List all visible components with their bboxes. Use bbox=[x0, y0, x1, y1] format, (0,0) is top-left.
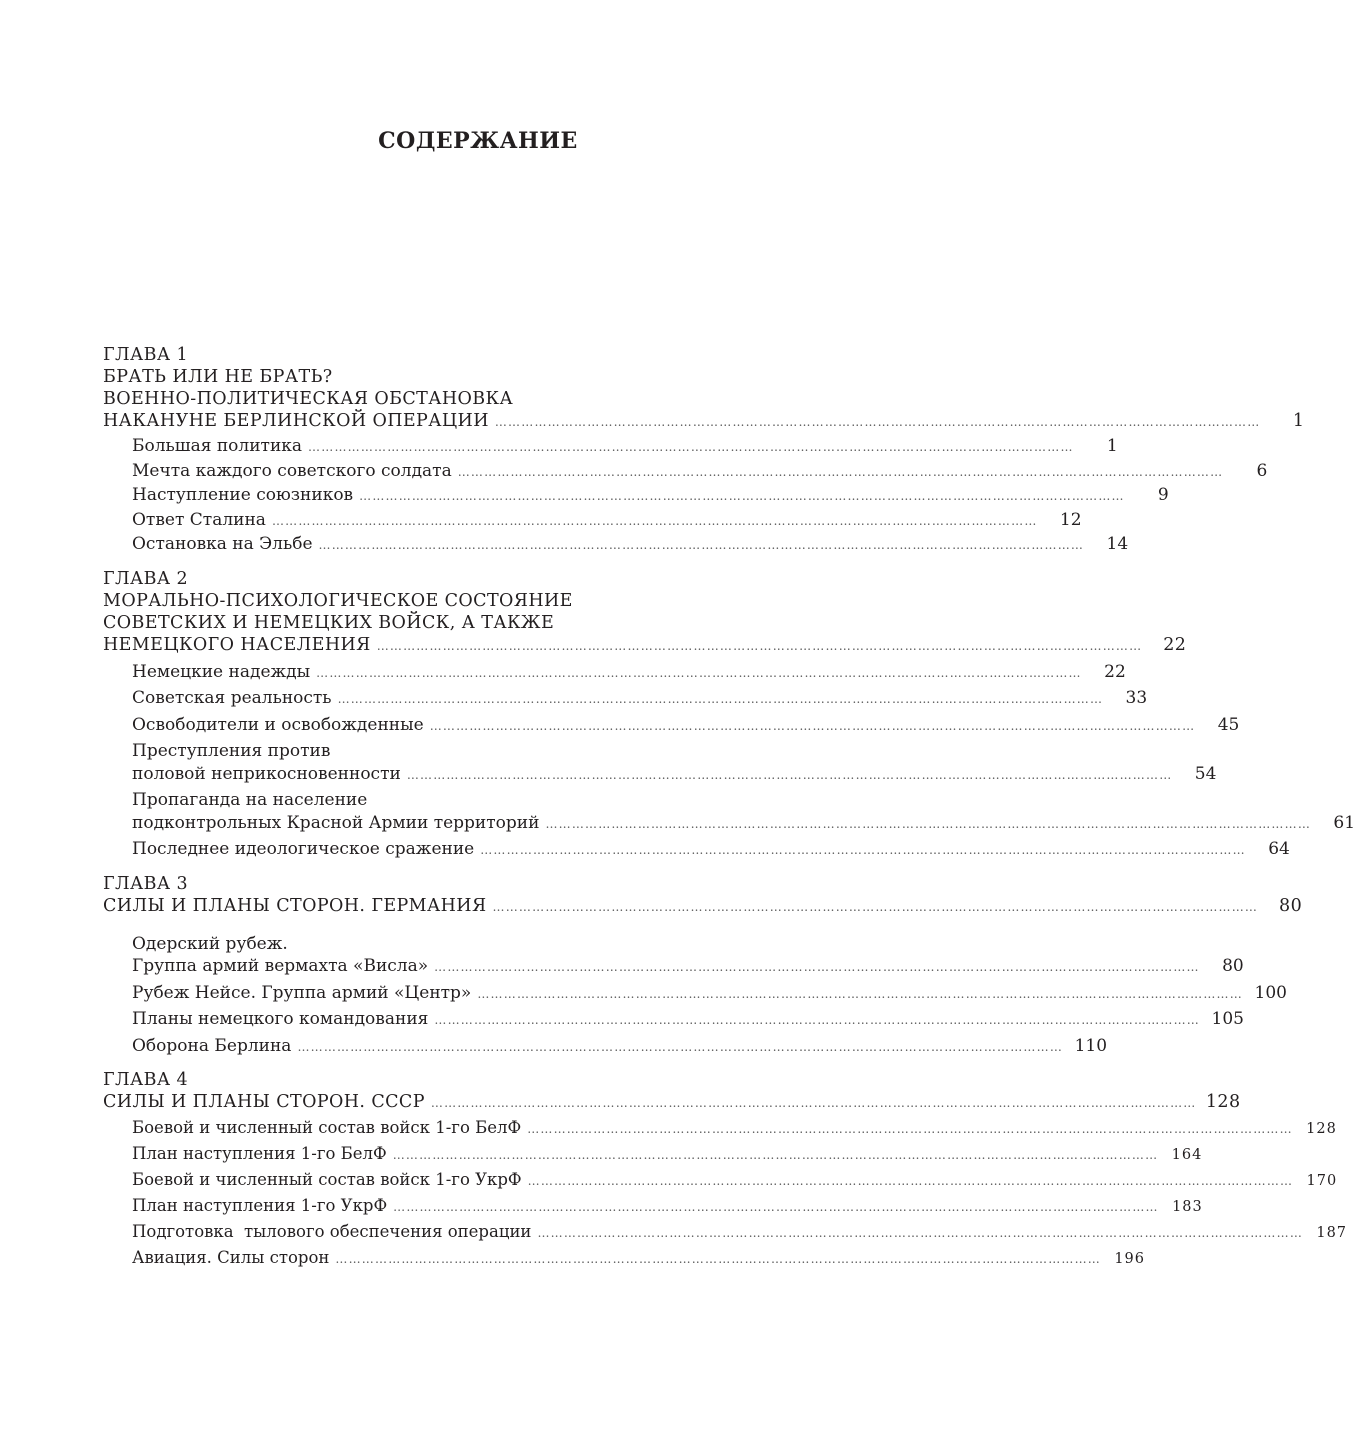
toc-entry[interactable] bbox=[103, 1116, 1337, 1141]
chapter-title: СИЛЫ И ПЛАНЫ СТОРОН. СССР bbox=[103, 1092, 425, 1112]
leader-dots: ………………………………………………………………………………………………………………………………………………………… bbox=[335, 1252, 1102, 1266]
page-number: 22 bbox=[1163, 634, 1187, 655]
chapter-title: СИЛЫ И ПЛАНЫ СТОРОН. ГЕРМАНИЯ bbox=[103, 895, 487, 916]
entry-title: Последнее идеологическое сражение bbox=[132, 839, 475, 859]
page-number: 105 bbox=[1211, 1009, 1244, 1029]
toc-entry[interactable] bbox=[103, 1008, 1244, 1032]
page-number: 33 bbox=[1125, 688, 1148, 708]
toc-entry[interactable] bbox=[103, 1194, 1203, 1219]
leader-dots: ………………………………………………………………………………………………………………………………………………………… bbox=[494, 415, 1261, 429]
chapter-2 bbox=[103, 568, 1355, 862]
toc-entry[interactable] bbox=[103, 955, 1244, 979]
entry-title-first-line: Одерский рубеж. bbox=[132, 933, 288, 954]
entry-title: План наступления 1-го УкрФ bbox=[132, 1196, 388, 1215]
page-number: 14 bbox=[1106, 534, 1129, 554]
chapter-heading: ГЛАВА 4 bbox=[103, 1070, 189, 1090]
leader-dots: ………………………………………………………………………………………………………………………………………………………… bbox=[537, 1226, 1304, 1240]
entry-title: Авиация. Силы сторон bbox=[132, 1248, 330, 1267]
toc-entry[interactable] bbox=[103, 838, 1290, 862]
toc-entry[interactable] bbox=[103, 812, 1355, 836]
leader-dots: ………………………………………………………………………………………………………………………………………………………… bbox=[434, 960, 1200, 974]
chapter-heading: ГЛАВА 2 bbox=[103, 568, 189, 589]
entry-title: Боевой и численный состав войск 1-го УкрФ bbox=[132, 1170, 522, 1189]
leader-dots: ………………………………………………………………………………………………………………………………………………………… bbox=[271, 513, 1038, 528]
page-number: 61 bbox=[1333, 812, 1355, 833]
leader-dots: ………………………………………………………………………………………………………………………………………………………… bbox=[337, 692, 1104, 706]
page-number: 54 bbox=[1194, 763, 1217, 784]
page-number: 1 bbox=[1292, 411, 1305, 431]
page-number: 196 bbox=[1114, 1251, 1146, 1267]
toc-entry[interactable] bbox=[103, 435, 1118, 459]
leader-dots: ………………………………………………………………………………………………………………………………………………………… bbox=[480, 843, 1246, 857]
entry-title-first-line: Пропаганда на население bbox=[132, 790, 368, 810]
entry-title-first-line: Преступления против bbox=[132, 741, 331, 761]
toc-entry[interactable] bbox=[103, 687, 1148, 711]
page-number: 6 bbox=[1256, 460, 1268, 481]
page-number: 128 bbox=[1205, 1092, 1241, 1112]
table-of-contents bbox=[103, 344, 1355, 1282]
leader-dots: ………………………………………………………………………………………………………………………………………………………… bbox=[434, 1013, 1200, 1027]
toc-entry[interactable] bbox=[103, 484, 1169, 508]
toc-entry[interactable] bbox=[103, 1246, 1146, 1271]
chapter-title-line: СОВЕТСКИХ И НЕМЕЦКИХ ВОЙСК, А ТАКЖЕ bbox=[103, 612, 555, 633]
chapter-heading: ГЛАВА 3 bbox=[103, 873, 189, 894]
toc-entry[interactable] bbox=[103, 1035, 1108, 1059]
chapter-title-line: МОРАЛЬНО-ПСИХОЛОГИЧЕСКОЕ СОСТОЯНИЕ bbox=[103, 590, 573, 611]
page-number: 22 bbox=[1104, 661, 1126, 682]
entry-title: Планы немецкого командования bbox=[132, 1009, 429, 1029]
entry-title: подконтрольных Красной Армии территорий bbox=[132, 812, 540, 833]
leader-dots: ………………………………………………………………………………………………………………………………………………………… bbox=[392, 1148, 1159, 1162]
leader-dots: ………………………………………………………………………………………………………………………………………………………… bbox=[376, 638, 1143, 653]
entry-title: половой неприкосновенности bbox=[132, 763, 401, 784]
entry-title: Мечта каждого советского солдата bbox=[132, 460, 452, 481]
entry-title: Остановка на Эльбе bbox=[132, 534, 313, 554]
leader-dots: ………………………………………………………………………………………………………………………………………………………… bbox=[393, 1200, 1159, 1214]
entry-title: Боевой и численный состав войск 1-го БелФ bbox=[132, 1118, 522, 1137]
entry-title: Освободители и освобожденные bbox=[132, 714, 424, 735]
leader-dots: ………………………………………………………………………………………………………………………………………………………… bbox=[477, 986, 1243, 1001]
entry-title: Большая политика bbox=[132, 436, 303, 456]
page-number: 45 bbox=[1217, 714, 1240, 735]
chapter-title: НАКАНУНЕ БЕРЛИНСКОЙ ОПЕРАЦИИ bbox=[103, 411, 489, 431]
entry-title: Оборона Берлина bbox=[132, 1035, 292, 1056]
toc-entry[interactable] bbox=[103, 661, 1126, 685]
page-number: 128 bbox=[1306, 1121, 1337, 1137]
leader-dots: ………………………………………………………………………………………………………………………………………………………… bbox=[492, 899, 1259, 914]
chapter-heading: ГЛАВА 1 bbox=[103, 345, 189, 365]
page-number: 80 bbox=[1279, 895, 1303, 916]
entry-title: План наступления 1-го БелФ bbox=[132, 1144, 387, 1163]
toc-entry[interactable] bbox=[103, 1168, 1338, 1193]
leader-dots: ………………………………………………………………………………………………………………………………………………………… bbox=[308, 440, 1074, 454]
chapter-title-line: ВОЕННО-ПОЛИТИЧЕСКАЯ ОБСТАНОВКА bbox=[103, 389, 514, 409]
toc-chapter-row[interactable] bbox=[103, 895, 1303, 919]
chapter-3 bbox=[103, 873, 1303, 1059]
leader-dots: ………………………………………………………………………………………………………………………………………………………… bbox=[359, 489, 1125, 503]
chapter-title-line: БРАТЬ ИЛИ НЕ БРАТЬ? bbox=[103, 367, 333, 387]
toc-entry[interactable] bbox=[103, 714, 1240, 738]
leader-dots: ………………………………………………………………………………………………………………………………………………………… bbox=[318, 538, 1085, 552]
toc-entry[interactable] bbox=[103, 533, 1129, 557]
entry-title: Советская реальность bbox=[132, 688, 332, 708]
chapter-4 bbox=[103, 1069, 1348, 1271]
page-number: 164 bbox=[1171, 1147, 1203, 1163]
page-number: 183 bbox=[1172, 1199, 1203, 1215]
page-number: 1 bbox=[1106, 436, 1118, 456]
toc-entry[interactable] bbox=[103, 763, 1217, 787]
entry-title: Рубеж Нейсе. Группа армий «Центр» bbox=[132, 982, 472, 1003]
leader-dots: ………………………………………………………………………………………………………………………………………………………… bbox=[457, 464, 1224, 479]
toc-chapter-row[interactable] bbox=[103, 1091, 1241, 1115]
entry-title: Группа армий вермахта «Висла» bbox=[132, 956, 429, 976]
toc-entry[interactable] bbox=[103, 982, 1287, 1006]
leader-dots: ………………………………………………………………………………………………………………………………………………………… bbox=[430, 1096, 1197, 1110]
page-number: 12 bbox=[1059, 509, 1082, 530]
page-number: 110 bbox=[1074, 1035, 1108, 1056]
page-number: 170 bbox=[1306, 1173, 1338, 1189]
chapter-1 bbox=[103, 344, 1305, 557]
page-number: 9 bbox=[1157, 485, 1169, 505]
entry-title: Ответ Сталина bbox=[132, 509, 266, 530]
page-number: 64 bbox=[1268, 839, 1290, 859]
entry-title: Наступление союзников bbox=[132, 485, 354, 505]
leader-dots: ………………………………………………………………………………………………………………………………………………………… bbox=[429, 718, 1196, 733]
page-title: СОДЕРЖАНИЕ bbox=[378, 128, 578, 154]
entry-title: Немецкие надежды bbox=[132, 661, 311, 682]
chapter-title: НЕМЕЦКОГО НАСЕЛЕНИЯ bbox=[103, 634, 371, 655]
leader-dots: ………………………………………………………………………………………………………………………………………………………… bbox=[527, 1122, 1293, 1136]
leader-dots: ………………………………………………………………………………………………………………………………………………………… bbox=[316, 665, 1082, 680]
page-number: 100 bbox=[1254, 982, 1287, 1003]
page-number: 187 bbox=[1316, 1225, 1348, 1241]
toc-chapter-row[interactable] bbox=[103, 634, 1187, 658]
leader-dots: ………………………………………………………………………………………………………………………………………………………… bbox=[406, 767, 1173, 782]
toc-entry[interactable] bbox=[103, 460, 1268, 484]
leader-dots: ………………………………………………………………………………………………………………………………………………………… bbox=[527, 1174, 1294, 1188]
leader-dots: ………………………………………………………………………………………………………………………………………………………… bbox=[545, 816, 1312, 831]
toc-entry[interactable] bbox=[103, 1220, 1348, 1245]
toc-chapter-row[interactable] bbox=[103, 410, 1305, 434]
entry-title: Подготовка тылового обеспечения операции bbox=[132, 1222, 532, 1241]
toc-entry[interactable] bbox=[103, 1142, 1203, 1167]
toc-entry[interactable] bbox=[103, 509, 1082, 533]
leader-dots: ………………………………………………………………………………………………………………………………………………………… bbox=[297, 1039, 1064, 1054]
page-number: 80 bbox=[1222, 956, 1244, 976]
